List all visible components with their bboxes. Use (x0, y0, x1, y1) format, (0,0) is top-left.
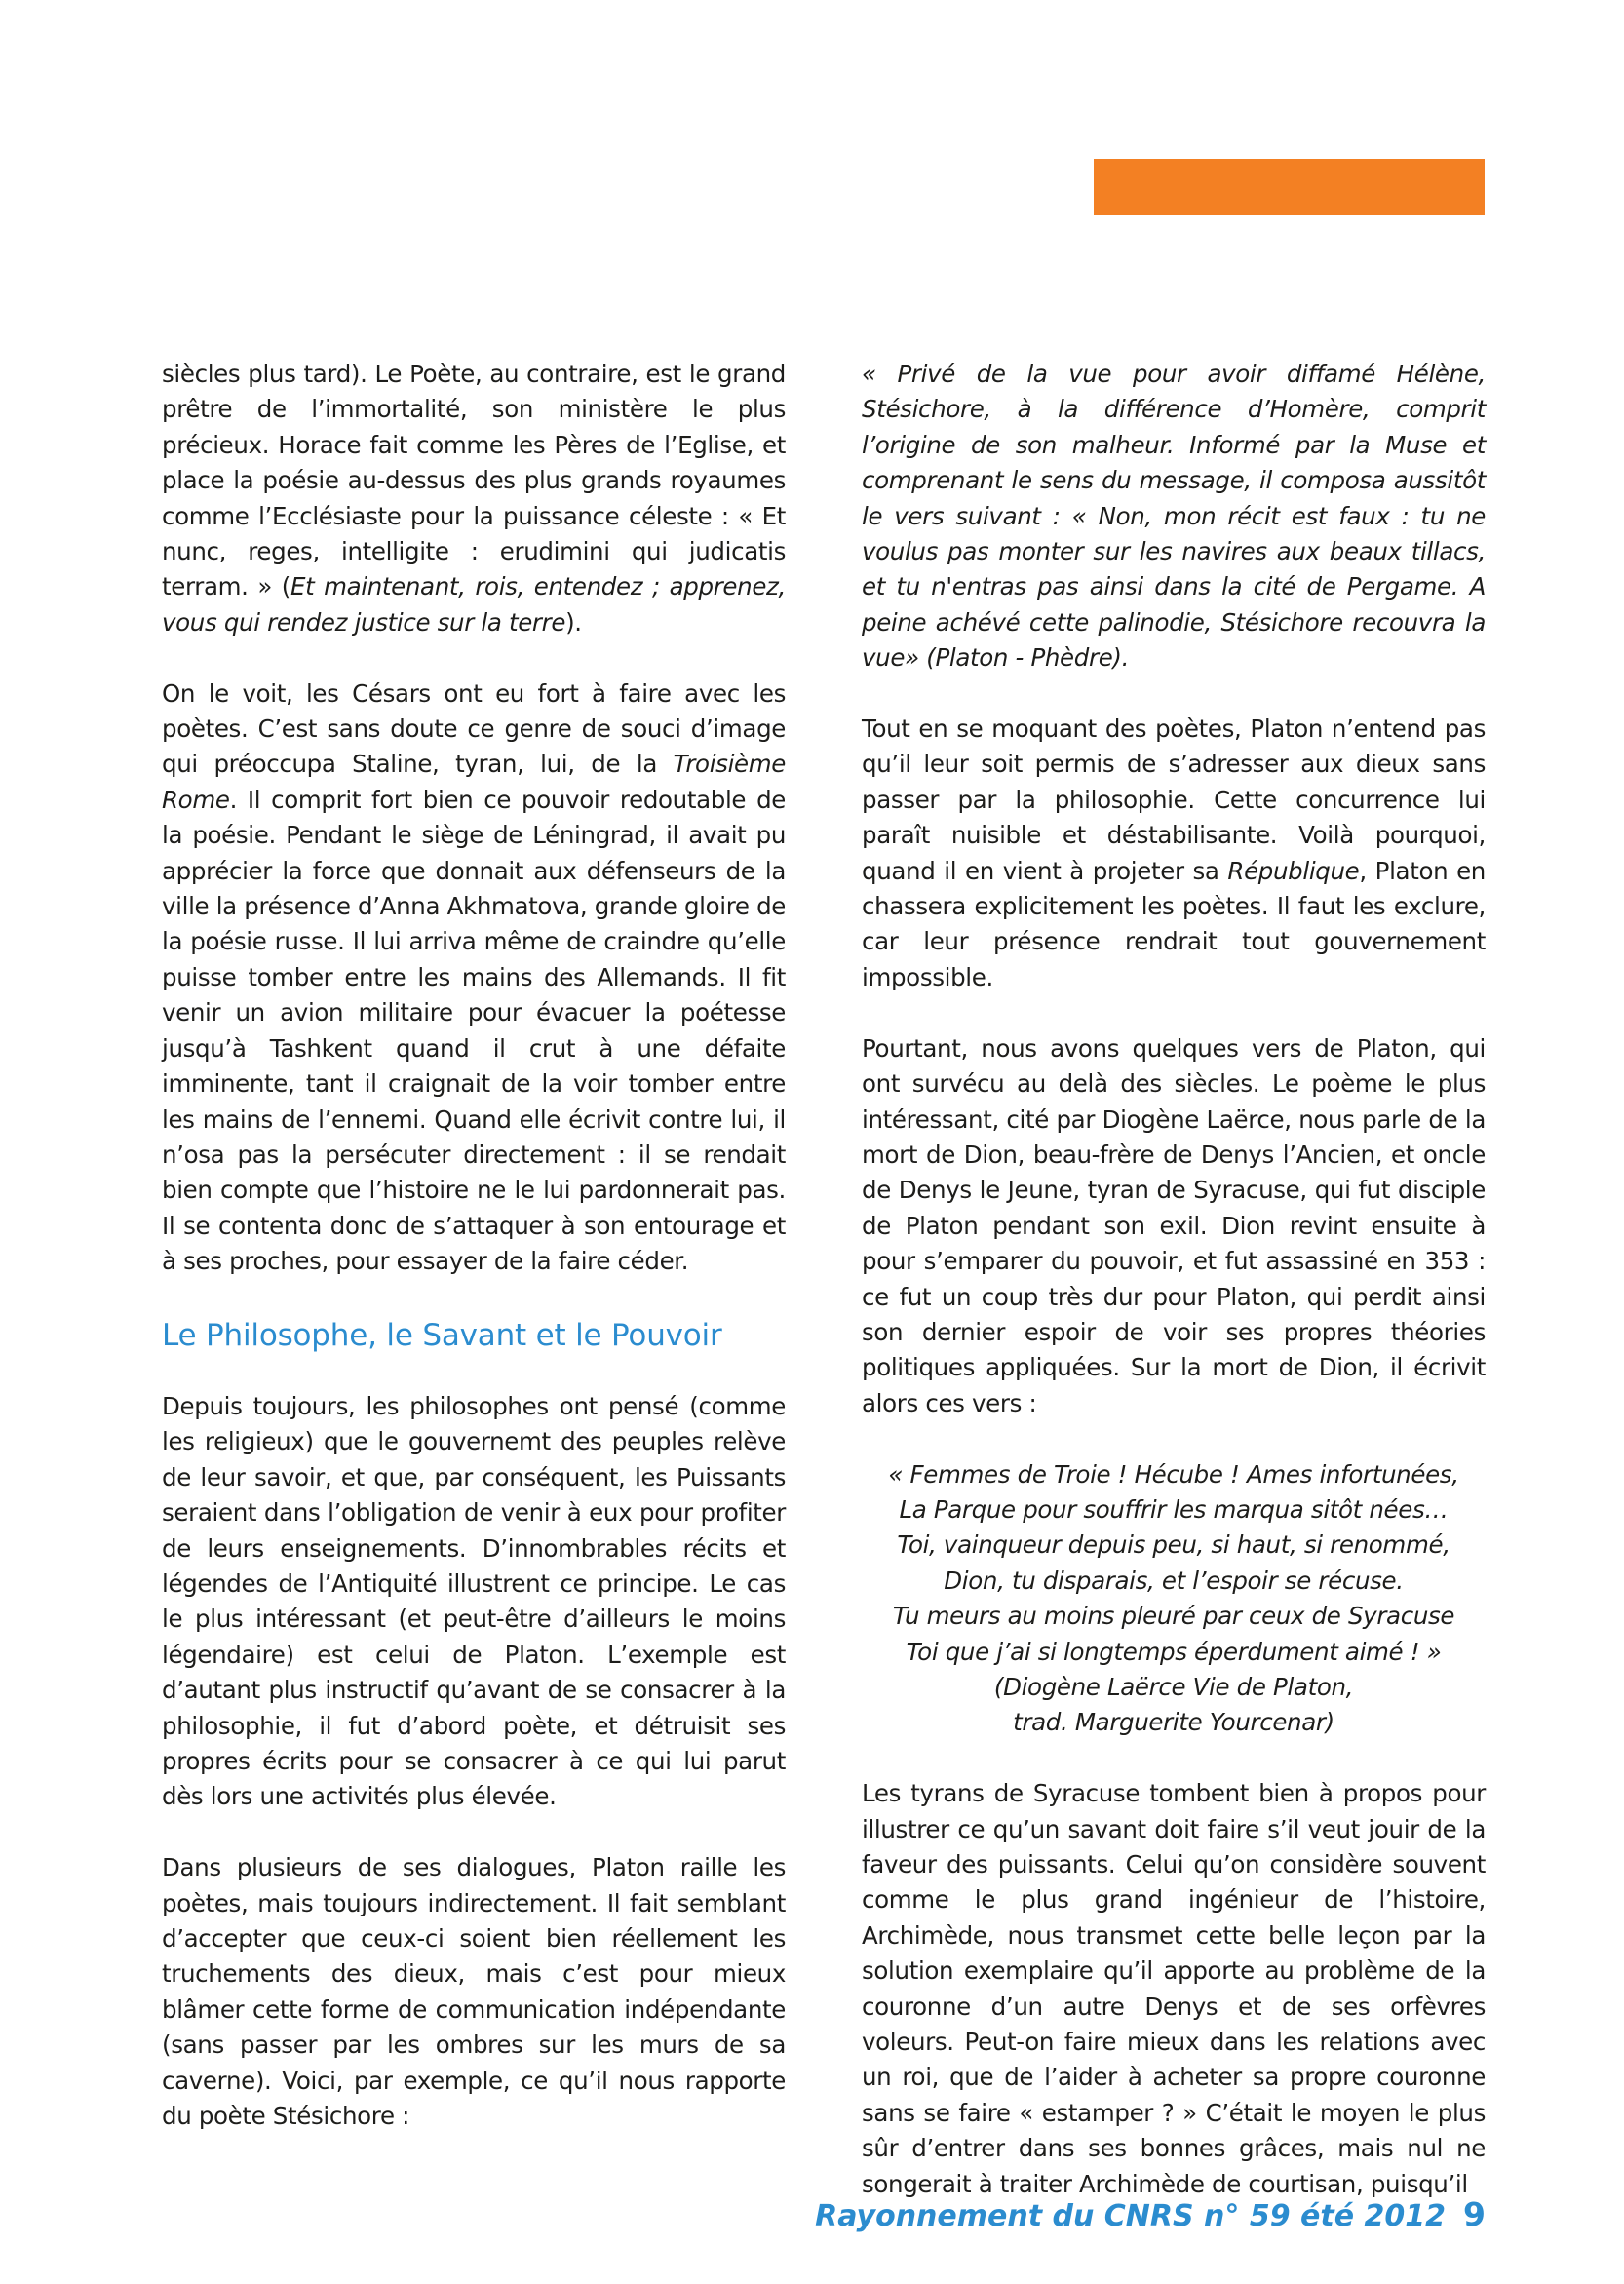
section-heading: Le Philosophe, le Savant et le Pouvoir (162, 1317, 722, 1353)
paragraph: Dans plusieurs de ses dialogues, Platon raille les poètes, mais toujours indirectement. Il fait semblant d’accepter que ceux-ci soient bien réellement les truchements des dieux, mais c’est pour mieux blâmer cette forme de communication indépendante (sans passer par les ombres sur les murs de sa caverne). Voici, par exemple, ce qu’il nous rapporte du poète Stésichore : (162, 1853, 786, 2131)
poem-line: Tu meurs au moins pleuré par ceux de Syracuse (892, 1602, 1455, 1631)
poem-citation: trad. Marguerite Yourcenar) (1013, 1708, 1334, 1737)
paragraph: Pourtant, nous avons quelques vers de Platon, qui ont survécu au delà des siècles. Le poème le plus intéressant, cité par Diogène Laërce, nous parle de la mort de Dion, beau-frère de Denys l’Ancien, et oncle de Denys le Jeune, tyran de Syracuse, qui fut disciple de Platon pendant son exil. Dion revint ensuite à pour s’emparer du pouvoir, et fut assassiné en 353 : ce fut un coup très dur pour Platon, qui perdit ainsi son dernier espoir de voir ses propres théories politiques appliquées. Sur la mort de Dion, il écrivit alors ces vers : (862, 1033, 1486, 1417)
text: . Il comprit fort bien ce pouvoir redoutable de la poésie. Pendant le siège de Léningrad, il avait pu apprécier la force que donnait aux défenseurs de la ville la présence d’Anna Akhmatova, grande gloire de la poésie russe. Il lui arriva même de craindre qu’elle puisse tomber entre les mains des Allemands. Il fit venir un avion militaire pour évacuer la poétesse jusqu’à Tashkent quand il crut à une défaite imminente, tant il craignait de la voir tomber entre les mains de l’ennemi. Quand elle écrivit contre lui, il n’osa pas la persécuter directement : il se rendait bien compte que l’histoire ne le lui pardonnerait pas. Il se contenta donc de s’attaquer à son entourage et à ses proches, pour essayer de la faire céder. (162, 785, 786, 1276)
text: Tout en se moquant des poètes, Platon n’entend pas qu’il leur soit permis de s’adresser aux dieux sans passer par la philosophie. Cette concurrence lui paraît nuisible et déstabilisante. Voilà pourquoi, quand il en vient à projeter sa (862, 715, 1486, 885)
poem-line: Toi que j’ai si longtemps éperdument aimé ! » (906, 1637, 1442, 1666)
orange-header-bar (1094, 159, 1485, 215)
quote-paragraph: « Privé de la vue pour avoir diffamé Hélène, Stésichore, à la différence d’Homère, comprit l’origine de son malheur. Informé par la Muse et comprenant le sens du message, il composa aussitôt le vers suivant : « Non, mon récit est faux : tu ne voulus pas monter sur les navires aux beaux tillacs, et tu n'entras pas ainsi dans la cité de Pergame. A peine achévé cette palinodie, Stésichore recouvra la vue» (Platon - Phèdre). (862, 360, 1486, 673)
italic-title: République (1227, 856, 1360, 885)
page-number: 9 (1463, 2195, 1486, 2233)
paragraph: Les tyrans de Syracuse tombent bien à propos pour illustrer ce qu’un savant doit faire s’il veut jouir de la faveur des puissants. Celui qu’on considère souvent comme le plus grand ingénieur de l’histoire, Archimède, nous transmet cette belle leçon par la solution exemplaire qu’il apporte au problème de la couronne d’un autre Denys et de ses orfèvres voleurs. Peut-on faire mieux dans les relations avec un roi, que de l’aider à acheter sa propre couronne sans se faire « estamper ? » C’était le moyen le plus sûr d’entrer dans ses bonnes grâces, mais nul ne songerait à traiter Archimède de courtisan, puisqu’il (862, 1779, 1486, 2198)
paragraph (162, 677, 786, 1280)
page-footer (815, 2195, 1486, 2233)
left-column (162, 357, 786, 2134)
poem-line: Toi, vainqueur depuis peu, si haut, si renommé, (897, 1530, 1450, 1560)
text: On le voit, les Césars ont eu fort à faire avec les poètes. C’est sans doute ce genre de souci d’image qui préoccupa Staline, tyran, lui, de la (162, 678, 786, 779)
paragraph: Depuis toujours, les philosophes ont pensé (comme les religieux) que le gouvernemt des peuples relève de leur savoir, et que, par conséquent, les Puissants seraient dans l’obligation de venir à eux pour profiter de leurs enseignements. D’innombrables récits et légendes de l’Antiquité illustrent ce principe. Le cas le plus intéressant (et peut-être d’ailleurs le moins légendaire) est celui de Platon. L’exemple est d’autant plus instructif qu’avant de se consacrer à la philosophie, il fut d’abord poète, et détruisit ses propres écrits pour se consacrer à ce qui lui parut dès lors une activités plus élevée. (162, 1391, 786, 1811)
paragraph: siècles plus tard). Le Poète, au contraire, est le grand prêtre de l’immortalité, son ministère le plus précieux. Horace fait comme les Pères de l’Eglise, et place la poésie au-dessus des plus grands royaumes comme l’Ecclésiaste pour la puissance céleste : « Et nunc, reges, intelligite : erudimini qui judicatis terram. » (Et maintenant, rois, entendez ; apprenez, vous qui rendez justice sur la terre). (162, 360, 786, 637)
text: siècles plus tard). Le Poète, au contraire, est le grand prêtre de l’immortalité, son ministère le plus précieux. Horace fait comme les Pères de l’Eglise, et place la poésie au-dessus des plus grands royaumes comme l’Ecclésiaste pour la puissance céleste : « Et nunc, reges, intelligite : erudimini qui judicatis terram. » (162, 360, 786, 601)
poem-line: « Femmes de Troie ! Hécube ! Ames infortunées, (888, 1459, 1459, 1489)
italic-title: Troisième Rome (162, 750, 786, 814)
poem-line: Dion, tu disparais, et l’espoir se récuse. (944, 1566, 1404, 1595)
italic-translation: Et maintenant, rois, entendez ; apprenez, vous qui rendez justice sur la terre (162, 572, 786, 637)
poem (862, 1457, 1486, 1741)
paragraph (862, 712, 1486, 995)
publication-title: Rayonnement du CNRS n° 59 été 2012 (815, 2199, 1447, 2233)
poem-line: La Parque pour souffrir les marqua sitôt nées… (899, 1494, 1449, 1524)
poem-citation: (Diogène Laërce Vie de Platon, (993, 1672, 1354, 1701)
right-column (862, 357, 1486, 2202)
text: , Platon en chassera explicitement les poètes. Il faut les exclure, car leur présence rendrait tout gouvernement impossible. (862, 856, 1486, 991)
